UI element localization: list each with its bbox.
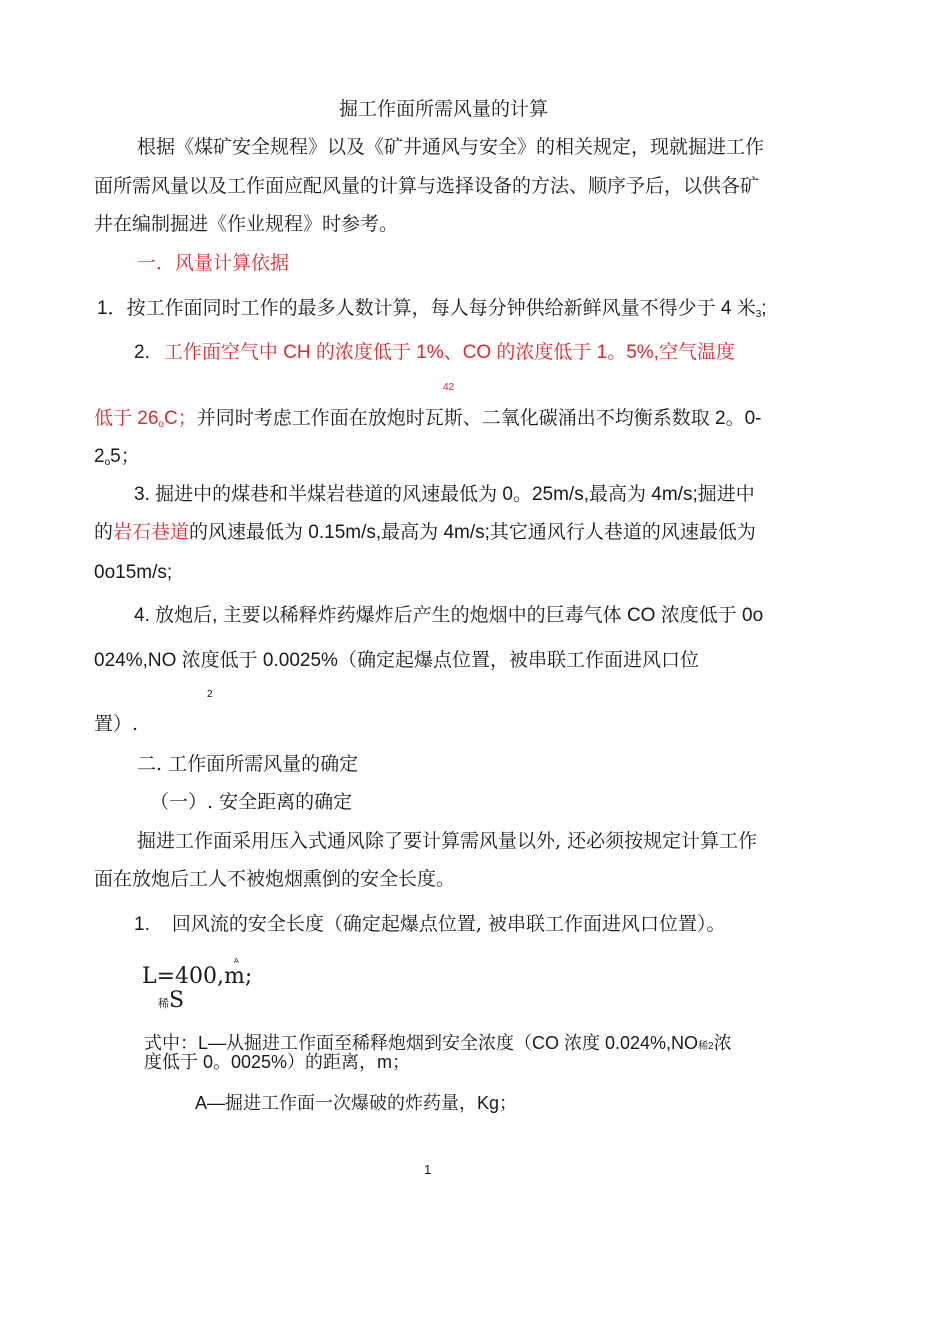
item-2-floating-number: 42 <box>443 382 455 393</box>
item-5-text: 回风流的安全长度（确定起爆点位置, 被串联工作面进风口位置）。 <box>171 913 726 935</box>
definition-l-text: 式中：L—从掘进工作面至稀释炮烟到安全浓度（CO 浓度 0.024%,NO <box>144 1033 699 1053</box>
para-2-line-2: 面在放炮后工人不被炮烟熏倒的安全长度。 <box>94 868 456 890</box>
section-1-heading: 一．风量计算依据 <box>137 252 290 274</box>
intro-line-1: 根据《煤矿安全规程》以及《矿井通风与安全》的相关规定，现就掘进工作 <box>137 136 765 158</box>
para-2-line-1: 掘进工作面采用压入式通风除了要计算需风量以外, 还必须按规定计算工作 <box>137 830 758 852</box>
intro-line-2: 面所需风量以及工作面应配风量的计算与选择设备的方法、顺序予后，以供各矿 <box>94 175 760 197</box>
formula-sup: A <box>234 958 239 965</box>
section-2-heading: 二. 工作面所需风量的确定 <box>137 753 359 775</box>
item-3-pre: 的 <box>94 522 114 543</box>
item-4-line-1: 4. 放炮后, 主要以稀释炸药爆炸后产生的炮烟中的巨毒气体 CO 浓度低于 0o <box>134 605 764 626</box>
item-3-line-2 <box>94 521 756 545</box>
item-4-line-3: 置）. <box>94 713 139 735</box>
formula-sub-var: S <box>169 988 185 1013</box>
item-2-line-3-end: 5； <box>110 446 140 467</box>
item-3-line-1: 3. 掘进中的煤巷和半煤岩巷道的风速最低为 0。25m/s,最高为 4m/s;掘进中 <box>134 484 755 505</box>
item-2-line-3-sub: o <box>104 457 111 468</box>
item-4-floating-number: 2 <box>207 689 213 700</box>
item-2-num: 2. <box>134 342 150 363</box>
item-2-line-2 <box>94 407 761 437</box>
intro-line-3: 井在编制掘进《作业规程》时参考。 <box>94 213 399 235</box>
item-2-line-3-a: 2 <box>94 446 105 467</box>
item-3-line-3: 0o15m/s; <box>94 562 173 583</box>
formula-main: L=400,m; <box>142 964 253 989</box>
item-2-temp: 低于 26 <box>94 408 159 429</box>
item-2-line-3 <box>94 445 140 475</box>
page-title: 掘工作面所需风量的计算 <box>339 98 549 120</box>
item-4-line-2: 024%,NO 浓度低于 0.0025%（确定起爆点位置，被串联工作面进风口位 <box>94 650 699 671</box>
definition-l-tail: 浓 <box>713 1033 732 1053</box>
item-2-text: 工作面空气中 CH 的浓度低于 1%、CO 的浓度低于 1。5%,空气温度 <box>163 342 735 363</box>
subsection-1-heading: （一）. 安全距离的确定 <box>150 791 353 813</box>
item-2-temp-sub: o <box>158 419 164 430</box>
item-5-num: 1. <box>134 914 150 935</box>
definition-l-line-2: 度低于 0。0025%）的距离，m； <box>144 1052 411 1072</box>
formula-denominator <box>158 988 184 1017</box>
item-3-rest: 的风速最低为 0.15m/s,最高为 4m/s;其它通风行人巷道的风速最低为 <box>189 522 756 543</box>
item-1 <box>97 297 767 327</box>
item-1-sub: 3 <box>755 309 762 320</box>
page-number: 1 <box>424 1162 432 1177</box>
item-3-highlight: 岩石巷道 <box>113 522 190 543</box>
definition-a: A—掘进工作面一次爆破的炸药量，Kg； <box>195 1093 518 1113</box>
item-5 <box>134 912 725 937</box>
item-2-rest: 并同时考虑工作面在放炮时瓦斯、二氧化碳涌出不均衡系数取 2。0- <box>196 408 762 429</box>
item-1-end: ; <box>761 298 767 319</box>
item-2-line-1 <box>134 341 735 365</box>
definition-l-sub: 稀2 <box>698 1041 714 1052</box>
item-1-text: 1．按工作面同时工作的最多人数计算，每人每分钟供给新鲜风量不得少于 4 米 <box>97 298 756 319</box>
formula-sub-label: 稀 <box>158 997 169 1010</box>
item-2-temp-unit: C； <box>163 408 197 429</box>
